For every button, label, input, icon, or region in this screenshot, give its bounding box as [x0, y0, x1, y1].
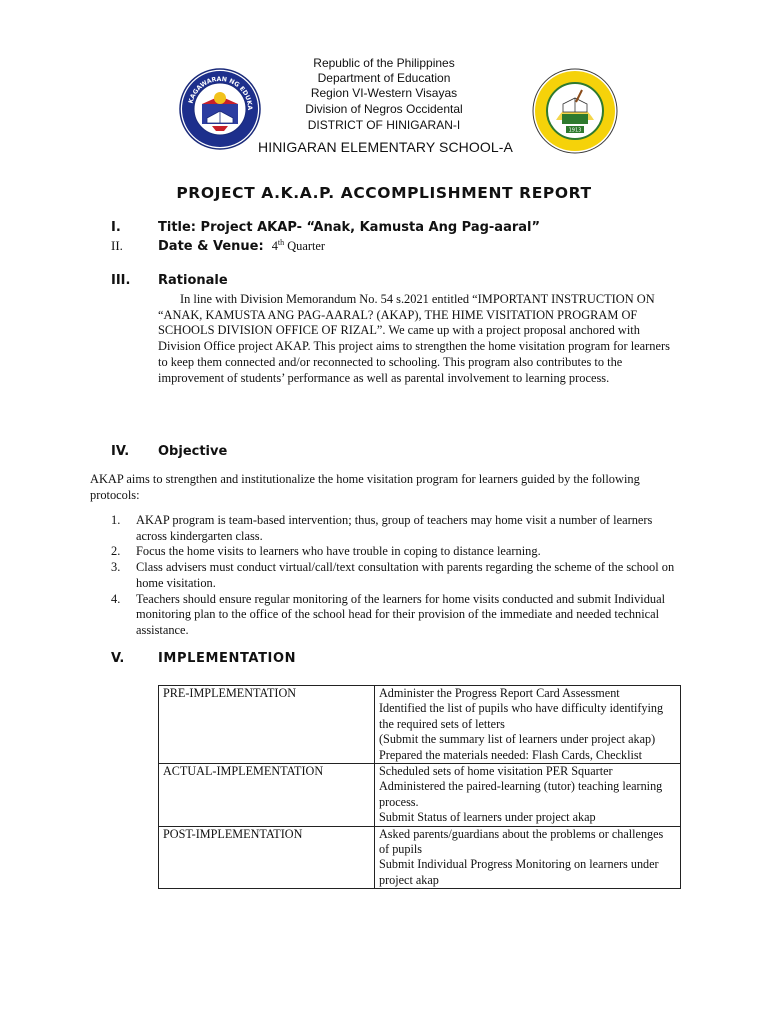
- phase-cell: ACTUAL-IMPLEMENTATION: [159, 764, 375, 827]
- header-line-division: Division of Negros Occidental: [305, 102, 463, 116]
- implementation-table: [158, 685, 681, 889]
- document-title: PROJECT A.K.A.P. ACCOMPLISHMENT REPORT: [176, 184, 592, 202]
- date-venue-value: 4th Quarter: [271, 237, 326, 253]
- list-item: 1. AKAP program is team-based intervention; thus, group of teachers may home visit a number of learners across kindergarten class.: [111, 513, 653, 543]
- list-item: 2. Focus the home visits to learners who have trouble in coping to distance learning.: [111, 544, 541, 559]
- table-row: [159, 686, 681, 764]
- header-line-republic: Republic of the Philippines: [313, 56, 455, 70]
- list-item: 3. Class advisers must conduct virtual/call/text consultation with parents regarding the scheme of the school on home visitation.: [111, 560, 675, 590]
- section-4-heading: Objective: [158, 444, 228, 459]
- protocol-list: [111, 513, 681, 639]
- rationale-paragraph: In line with Division Memorandum No. 54 s.2021 entitled “IMPORTANT INSTRUCTION ON “ANAK, KAMUSTA ANG PAG-AARAL? (AKAP), THE HIME VISITATION PROGRAM OF SCHOOLS DIVISION OFFICE OF RIZAL”. We came up with a project proposal anchored with Division Office project AKAP. This project aims to strengthen the home visitation program for learners to keep them connected and/or reconnected to schooling. This program also contributes to the improvement of students’ performance as well as parental involvement to learning process.: [158, 292, 670, 385]
- activities-cell: Scheduled sets of home visitation PER Squarter Administered the paired-learning (tutor) teaching learning process. Submit Status of learners under project akap: [375, 764, 681, 827]
- section-1-number: I.: [111, 220, 121, 235]
- section-4-number: IV.: [111, 444, 130, 459]
- header-line-district: DISTRICT OF HINIGARAN-I: [307, 118, 461, 132]
- section-5-number: V.: [111, 651, 125, 666]
- table-row: [159, 764, 681, 827]
- table-row: [159, 826, 681, 889]
- section-2-number: II.: [111, 238, 123, 253]
- activities-cell: Asked parents/guardians about the problems or challenges of pupils Submit Individual Progress Monitoring on learners under project akap: [375, 826, 681, 889]
- header-line-department: Department of Education: [317, 71, 451, 85]
- objective-intro: AKAP aims to strengthen and institutionalize the home visitation program for learners guided by the following protocols:: [90, 472, 640, 502]
- activities-cell: Administer the Progress Report Card Assessment Identified the list of pupils who have difficulty identifying the required sets of letters (Submit the summary list of learners under project akap) Prepared the materials needed: Flash Cards, Checklist: [375, 686, 681, 764]
- list-item: 4. Teachers should ensure regular monitoring of the learners for home visits conducted and submit Individual monitoring plan to the office of the school head for their provision of the immediate and needed technical assistance.: [111, 591, 666, 637]
- svg-text:KAGAWARAN NG EDUKASYON: KAGAWARAN NG EDUKA: [187, 75, 254, 111]
- header-line-region: Region VI-Western Visayas: [310, 86, 458, 100]
- svg-text:1913: 1913: [568, 127, 582, 134]
- section-3-number: III.: [111, 273, 131, 288]
- section-3-heading: Rationale: [158, 273, 228, 288]
- section-5-heading: IMPLEMENTATION: [158, 651, 297, 666]
- section-2-line: [158, 237, 325, 255]
- section-1-title: Title: Project AKAP- “Anak, Kamusta Ang Pag-aaral”: [158, 220, 541, 235]
- school-name: HINIGARAN ELEMENTARY SCHOOL-A: [258, 139, 513, 155]
- phase-cell: PRE-IMPLEMENTATION: [159, 686, 375, 764]
- phase-cell: POST-IMPLEMENTATION: [159, 826, 375, 889]
- date-venue-label: Date & Venue:: [158, 239, 264, 254]
